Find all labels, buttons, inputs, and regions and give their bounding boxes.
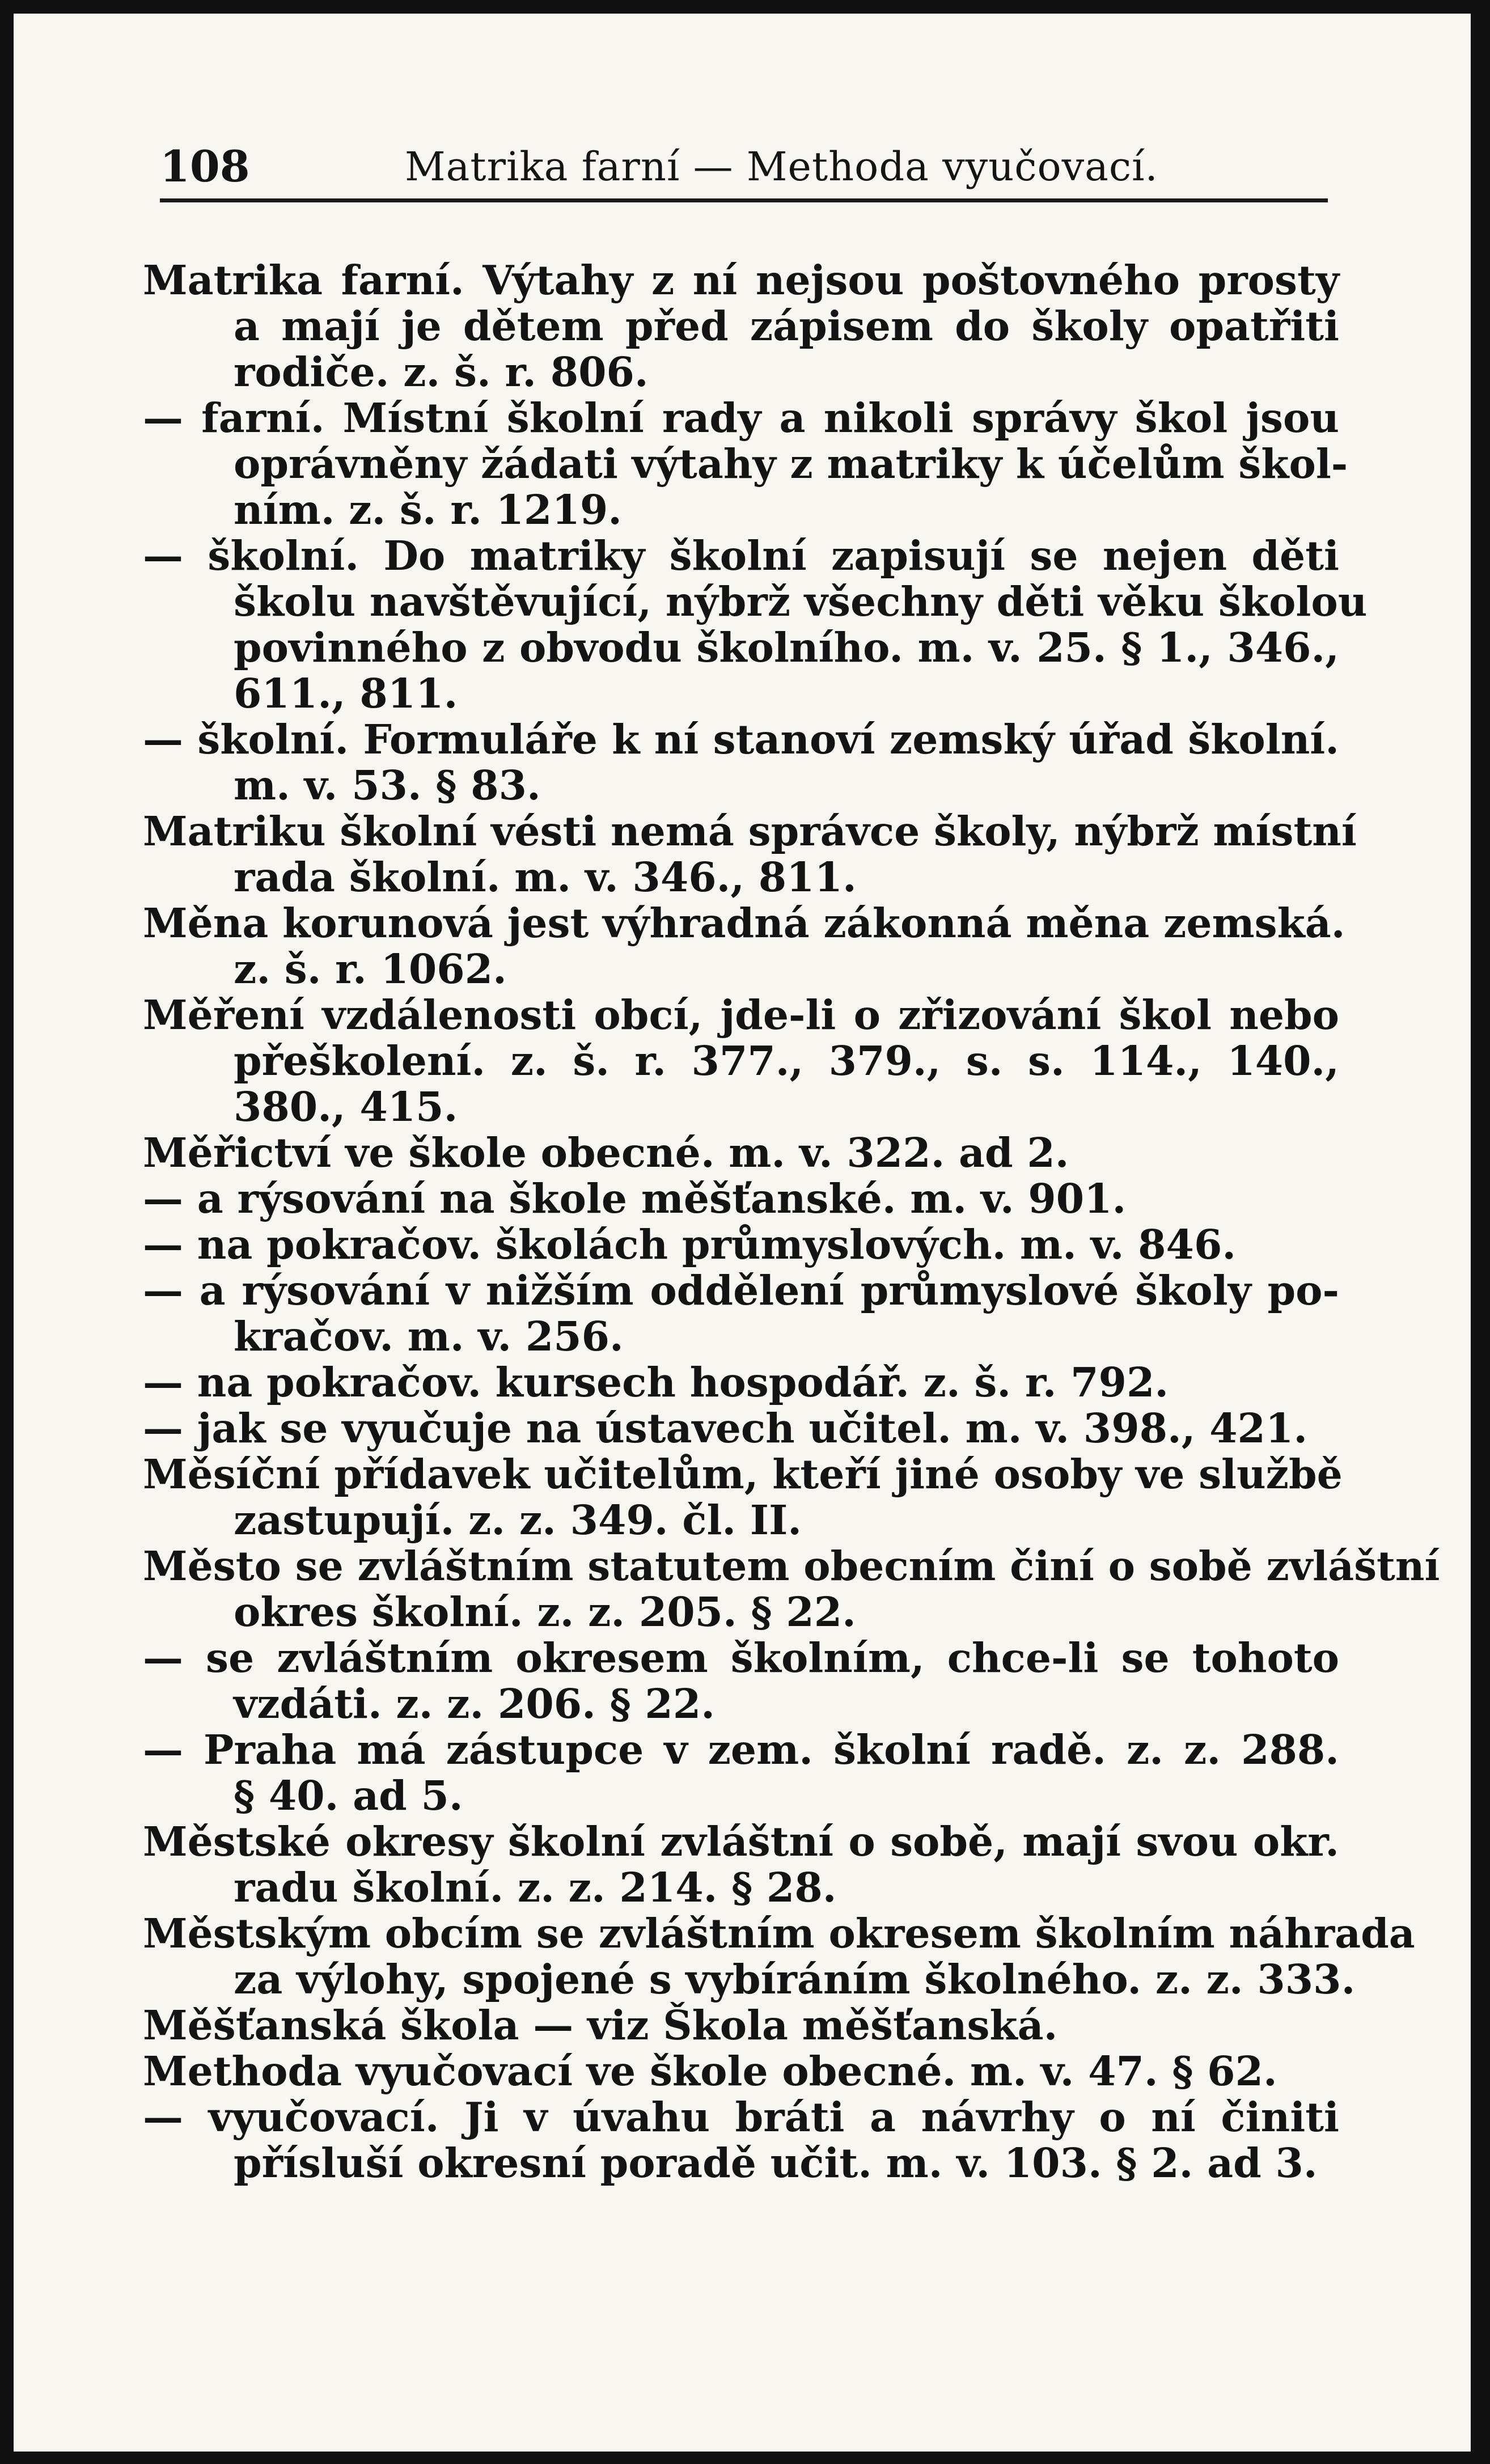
index-line: zastupují. z. z. 349. čl. II. [234,1496,802,1544]
index-line: kračov. m. v. 256. [234,1313,624,1360]
index-line: — se zvláštním okresem školním, chce-li se tohoto [143,1634,1339,1682]
index-line: vzdáti. z. z. 206. § 22. [234,1680,715,1728]
book-page [14,14,1471,2452]
index-line: Matrika farní. Výtahy z ní nejsou poštovného prosty [143,256,1339,304]
index-line: za výlohy, spojené s vybíráním školného. z. z. 333. [234,1955,1356,2003]
index-line: rodiče. z. š. r. 806. [234,348,649,396]
index-entries [143,256,1440,2187]
index-line: Měřictví ve škole obecné. m. v. 322. ad 2. [143,1129,1069,1176]
index-line: Matriku školní vésti nemá správce školy, nýbrž místní [143,807,1357,855]
index-line: a mají je dětem před zápisem do školy opatřiti [234,302,1339,350]
page-number: 108 [160,141,250,192]
index-line: přísluší okresní poradě učit. m. v. 103. § 2. ad 3. [234,2139,1318,2187]
page-header [143,138,1328,195]
index-line: — farní. Místní školní rady a nikoli správy škol jsou [143,394,1339,442]
index-line: z. š. r. 1062. [234,945,507,993]
index-line: — školní. Do matriky školní zapisují se nejen děti [143,532,1339,579]
index-line: povinného z obvodu školního. m. v. 25. § 1., 346., [234,624,1339,671]
index-line: m. v. 53. § 83. [234,761,541,809]
running-head: Matrika farní — Methoda vyučovací. [405,143,1158,190]
index-line: Měšťanská škola — viz Škola měšťanská. [143,2001,1058,2049]
index-line: — vyučovací. Ji v úvahu bráti a návrhy o ní činiti [143,2093,1339,2141]
index-line: Methoda vyučovací ve škole obecné. m. v. 47. § 62. [143,2047,1277,2095]
index-line: Měna korunová jest výhradná zákonná měna zemská. [143,899,1345,947]
index-line: § 40. ad 5. [234,1772,463,1819]
header-rule [160,198,1328,202]
index-line: oprávněny žádati výtahy z matriky k účelům škol- [234,440,1348,488]
index-line: Město se zvláštním statutem obecním činí o sobě zvláštní [143,1542,1440,1590]
index-line: školu navštěvující, nýbrž všechny děti věku školou [234,578,1368,625]
index-line: — školní. Formuláře k ní stanoví zemský úřad školní. [143,716,1339,763]
index-line: rada školní. m. v. 346., 811. [234,853,857,901]
index-line: 611., 811. [234,670,458,717]
index-line: — na pokračov. kursech hospodář. z. š. r. 792. [143,1358,1169,1406]
index-line: 380., 415. [234,1083,458,1131]
index-line: Městským obcím se zvláštním okresem školním náhrada [143,1910,1415,1957]
index-line: — Praha má zástupce v zem. školní radě. z. z. 288. [143,1726,1339,1773]
index-line: Městské okresy školní zvláštní o sobě, mají svou okr. [143,1818,1339,1865]
index-line: Měsíční přídavek učitelům, kteří jiné osoby ve službě [143,1450,1343,1498]
index-line: Měření vzdálenosti obcí, jde-li o zřizování škol nebo [143,991,1339,1039]
index-line: — a rýsování na škole měšťanské. m. v. 901. [143,1175,1127,1222]
index-line: — a rýsování v nižším oddělení průmyslové školy po- [143,1267,1339,1314]
index-line: ním. z. š. r. 1219. [234,486,622,534]
index-line: — jak se vyučuje na ústavech učitel. m. v. 398., 421. [143,1404,1308,1452]
index-line: okres školní. z. z. 205. § 22. [234,1588,856,1636]
index-line: přeškolení. z. š. r. 377., 379., s. s. 114., 140., [234,1037,1339,1085]
index-line: radu školní. z. z. 214. § 28. [234,1864,837,1911]
index-line: — na pokračov. školách průmyslových. m. v. 846. [143,1221,1237,1268]
